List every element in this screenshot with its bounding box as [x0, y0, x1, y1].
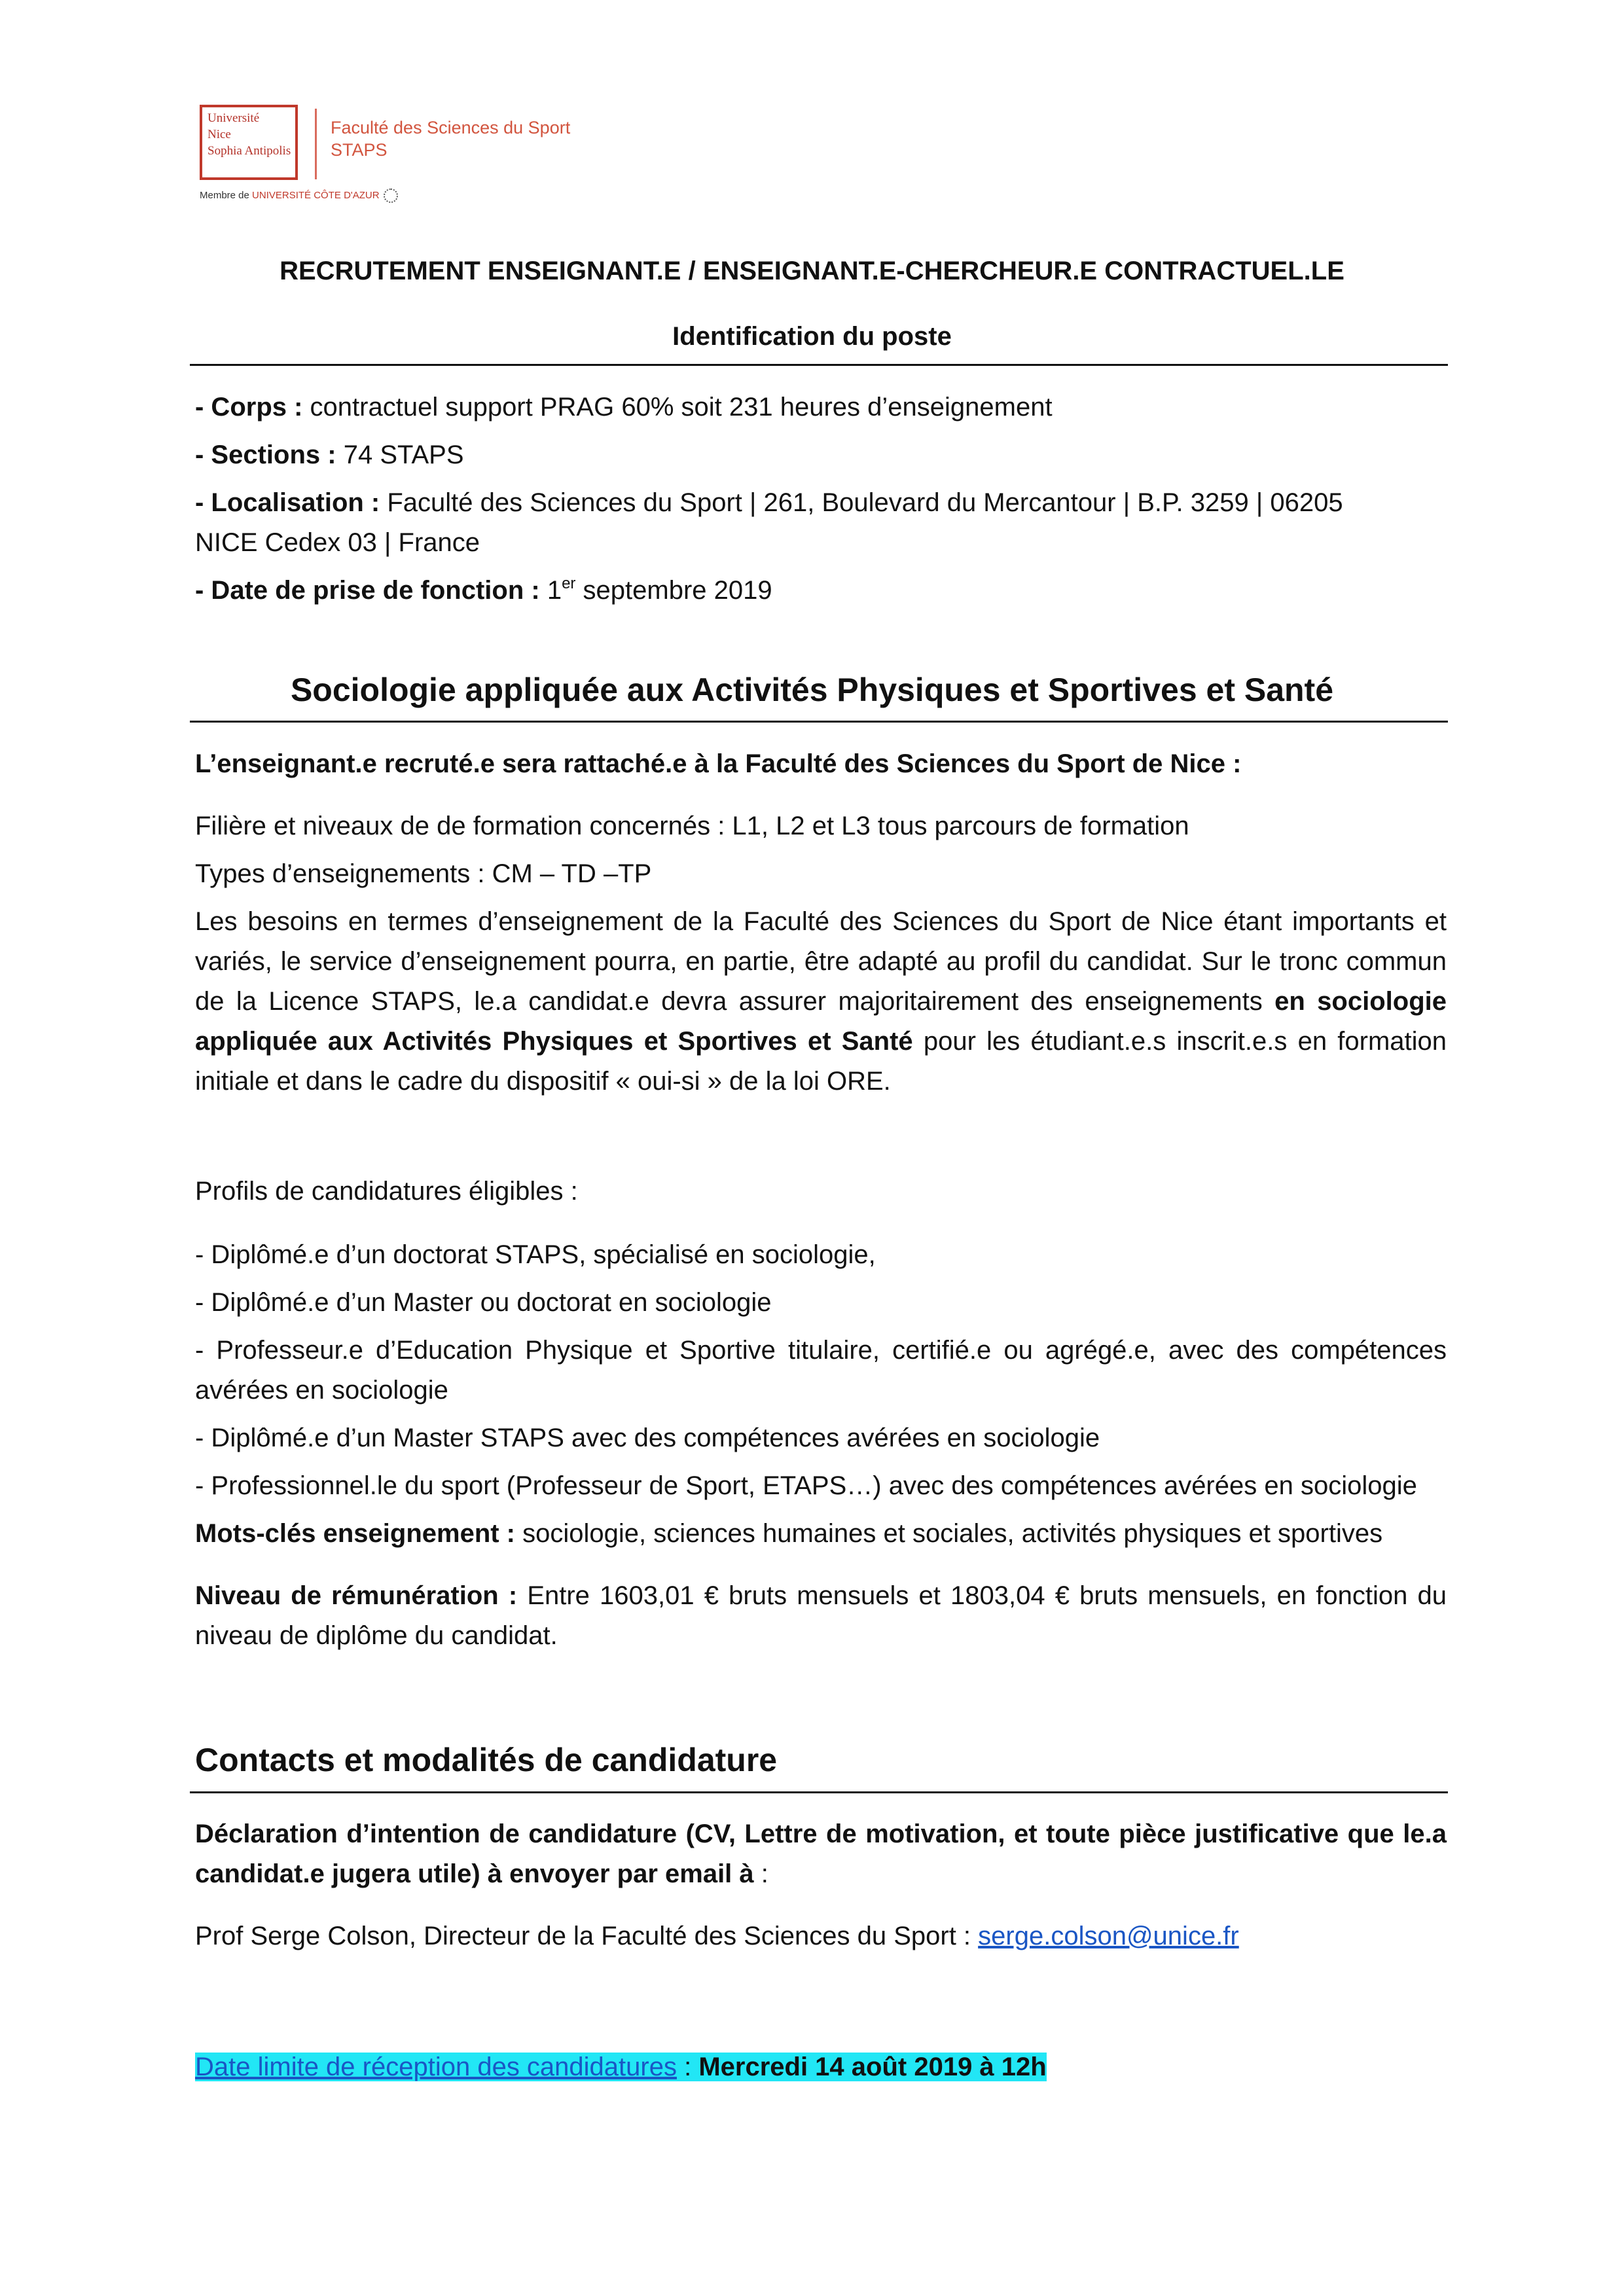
list-item: - Professeur.e d’Education Physique et Sportive titulaire, certifié.e ou agrégé.e, avec des compétences avérées en sociologie	[195, 1336, 1447, 1405]
keywords-line: Mots-clés enseignement : sociologie, sciences humaines et sociales, activités physiques et sportives	[195, 1519, 1383, 1548]
profile-intro: L’enseignant.e recruté.e sera rattaché.e à la Faculté des Sciences du Sport de Nice :	[195, 749, 1242, 778]
deadline-link[interactable]: Date limite de réception des candidatures	[195, 2053, 677, 2081]
main-title: RECRUTEMENT ENSEIGNANT.E / ENSEIGNANT.E-CHERCHEUR.E CONTRACTUEL.LE	[280, 257, 1344, 285]
list-item: - Diplômé.e d’un doctorat STAPS, spécialisé en sociologie,	[195, 1240, 876, 1269]
types-line: Types d’enseignements : CM – TD –TP	[195, 859, 652, 888]
list-item: - Diplômé.e d’un Master ou doctorat en sociologie	[195, 1288, 772, 1317]
profile-title: Sociologie appliquée aux Activités Physiques et Sportives et Santé	[290, 672, 1334, 708]
divider	[190, 1791, 1448, 1793]
needs-paragraph: Les besoins en termes d’enseignement de la Faculté des Sciences du Sport de Nice étant importants et variés, le service d’enseignement pourra, en partie, être adapté au profil du candidat. Sur le tronc commun de la Licence STAPS, le.a candidat.e devra assurer majoritairement des enseignements en sociologie appliquée aux Activités Physiques et Sportives et Santé pour les étudiant.e.s inscrit.e.s en formation initiale et dans le cadre du dispositif « oui-si » de la loi ORE.	[195, 907, 1447, 1096]
divider	[190, 364, 1448, 366]
subtitle: Identification du poste	[672, 322, 952, 351]
localisation-line-2: NICE Cedex 03 | France	[195, 528, 480, 557]
list-item: - Professionnel.le du sport (Professeur de Sport, ETAPS…) avec des compétences avérées en sociologie	[195, 1471, 1417, 1500]
university-name: Université Nice Sophia Antipolis	[208, 111, 291, 158]
localisation-line: - Localisation : Faculté des Sciences du Sport | 261, Boulevard du Mercantour | B.P. 3259 | 06205	[195, 488, 1343, 517]
corps-line: - Corps : contractuel support PRAG 60% soit 231 heures d’enseignement	[195, 393, 1053, 422]
declaration-paragraph: Déclaration d’intention de candidature (CV, Lettre de motivation, et toute pièce justificative que le.a candidat.e jugera utile) à envoyer par email à :	[195, 1820, 1447, 1888]
faculty-logo	[200, 105, 619, 209]
logo-divider	[315, 109, 317, 179]
deadline-value: Mercredi 14 août 2019 à 12h	[698, 2053, 1047, 2081]
profiles-heading: Profils de candidatures éligibles :	[195, 1177, 578, 1206]
start-date-line: - Date de prise de fonction : 1er septembre 2019	[195, 575, 772, 605]
faculty-name: Faculté des Sciences du Sport STAPS	[331, 118, 571, 160]
university-seal	[200, 105, 298, 180]
contact-line: Prof Serge Colson, Directeur de la Faculté des Sciences du Sport : serge.colson@unice.fr	[195, 1922, 1239, 1950]
email-link[interactable]: serge.colson@unice.fr	[978, 1922, 1239, 1950]
divider	[190, 721, 1448, 723]
filiere-line: Filière et niveaux de de formation concernés : L1, L2 et L3 tous parcours de formation	[195, 812, 1189, 840]
deadline-line: Date limite de réception des candidatures : Mercredi 14 août 2019 à 12h	[195, 2053, 1047, 2081]
sections-line: - Sections : 74 STAPS	[195, 440, 464, 469]
list-item: - Diplômé.e d’un Master STAPS avec des compétences avérées en sociologie	[195, 1424, 1100, 1452]
remuneration-paragraph: Niveau de rémunération : Entre 1603,01 € bruts mensuels et 1803,04 € bruts mensuels, en fonction du niveau de diplôme du candidat.	[195, 1581, 1447, 1650]
contacts-title: Contacts et modalités de candidature	[195, 1742, 778, 1778]
member-line: Membre de UNIVERSITÉ CÔTE D'AZUR	[200, 188, 398, 203]
sun-icon	[384, 188, 398, 203]
